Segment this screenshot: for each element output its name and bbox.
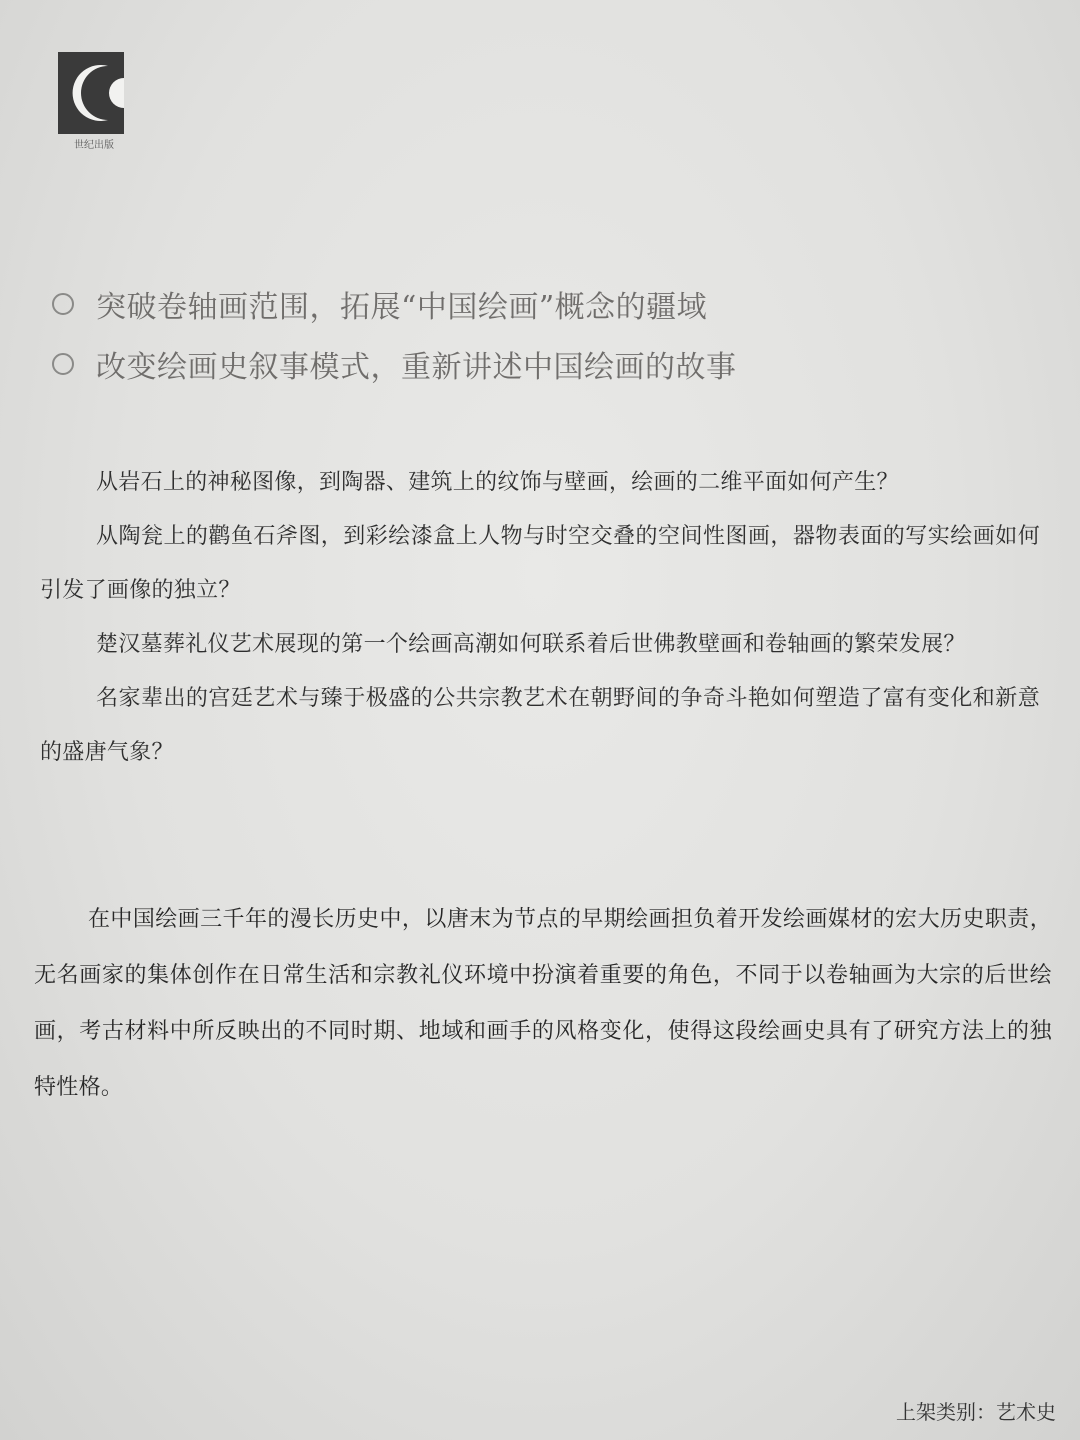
publisher-logo (58, 52, 130, 152)
highlight-text: 改变绘画史叙事模式，重新讲述中国绘画的故事 (96, 350, 737, 385)
question-paragraph: 楚汉墓葬礼仪艺术展现的第一个绘画高潮如何联系着后世佛教壁画和卷轴画的繁荣发展？ (96, 632, 966, 657)
circle-bullet-icon (52, 353, 74, 375)
question-paragraph: 从岩石上的神秘图像，到陶器、建筑上的纹饰与壁画，绘画的二维平面如何产生？ (96, 470, 899, 495)
shelf-category: 上架类别：艺术史 (896, 1400, 1056, 1424)
summary-paragraph: 在中国绘画三千年的漫长历史中，以唐末为节点的早期绘画担负着开发绘画媒材的宏大历史职责，无名画家的集体创作在日常生活和宗教礼仪环境中扮演着重要的角色，不同于以卷轴画为大宗的后世绘画，考古材料中所反映出的不同时期、地域和画手的风格变化，使得这段绘画史具有了研究方法上的独特性格。 (34, 907, 1052, 1100)
highlight-item (52, 336, 1032, 392)
circle-bullet-icon (52, 293, 74, 315)
publisher-logo-text: 世纪出版 (74, 140, 114, 151)
publisher-c-logo-icon (58, 52, 130, 134)
question-paragraphs (40, 456, 1040, 780)
feature-highlights (52, 276, 1032, 396)
question-paragraph: 名家辈出的宫廷艺术与臻于极盛的公共宗教艺术在朝野间的争奇斗艳如何塑造了富有变化和新意的盛唐气象？ (40, 686, 1040, 765)
summary-section (34, 892, 1052, 1116)
question-paragraph: 从陶瓮上的鹳鱼石斧图，到彩绘漆盒上人物与时空交叠的空间性图画，器物表面的写实绘画如何引发了画像的独立？ (40, 524, 1040, 603)
highlight-item (52, 276, 1032, 332)
highlight-text: 突破卷轴画范围，拓展“中国绘画”概念的疆域 (96, 290, 708, 325)
